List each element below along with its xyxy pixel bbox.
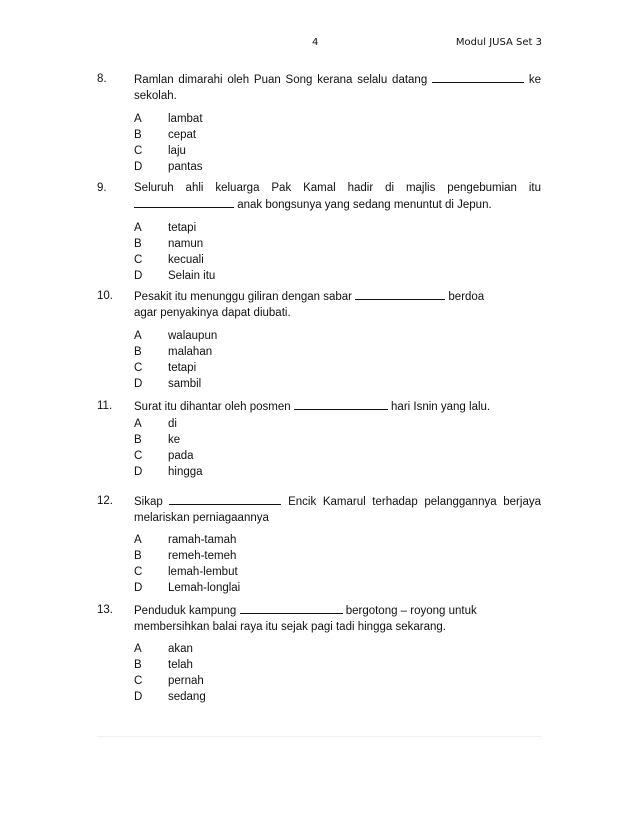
option-letter: C <box>134 566 143 578</box>
option-b[interactable] <box>134 657 541 673</box>
option-letter: A <box>134 330 142 342</box>
option-letter: B <box>134 238 142 250</box>
option-text: sedang <box>168 691 206 703</box>
question-number: 12. <box>97 495 113 507</box>
question-stem <box>134 180 541 213</box>
question-stem <box>134 71 541 104</box>
question-number: 9. <box>97 182 107 194</box>
answer-blank <box>355 288 445 300</box>
option-b[interactable] <box>134 432 541 448</box>
option-text: kecuali <box>168 254 204 266</box>
answer-blank <box>169 493 281 505</box>
stem-after: Encik Kamarul terhadap pelanggannya berjaya melariskan perniagaannya <box>134 496 541 524</box>
question-number: 8. <box>97 73 107 85</box>
question-13 <box>97 602 541 705</box>
answer-blank <box>432 71 524 83</box>
option-c[interactable] <box>134 673 541 689</box>
option-letter: B <box>134 434 142 446</box>
option-c[interactable] <box>134 448 541 464</box>
option-a[interactable] <box>134 416 541 432</box>
option-a[interactable] <box>134 328 541 344</box>
option-b[interactable] <box>134 127 541 143</box>
option-letter: A <box>134 643 142 655</box>
option-text: tetapi <box>168 362 197 374</box>
option-list <box>134 111 541 175</box>
option-letter: D <box>134 378 143 390</box>
option-letter: D <box>134 270 143 282</box>
option-letter: B <box>134 659 142 671</box>
question-stem <box>134 493 541 526</box>
option-c[interactable] <box>134 252 541 268</box>
option-a[interactable] <box>134 641 541 657</box>
option-text: pada <box>168 450 194 462</box>
stem-after: anak bongsunya yang sedang menuntut di Jepun. <box>234 199 492 211</box>
stem-before: Pesakit itu menunggu giliran dengan sabar <box>134 291 356 303</box>
question-9 <box>97 180 541 284</box>
option-letter: D <box>134 691 143 703</box>
option-list <box>134 220 541 284</box>
option-a[interactable] <box>134 111 541 127</box>
option-text: laju <box>168 145 186 157</box>
option-text: cepat <box>168 129 197 141</box>
option-text: tetapi <box>168 222 197 234</box>
option-list <box>134 532 541 596</box>
question-number: 11. <box>97 400 113 412</box>
option-letter: C <box>134 362 143 374</box>
option-list <box>134 641 541 705</box>
page-number: 4 <box>312 37 319 48</box>
option-d[interactable] <box>134 580 541 596</box>
option-text: Selain itu <box>168 270 216 282</box>
answer-blank <box>294 398 388 410</box>
option-a[interactable] <box>134 220 541 236</box>
module-label: Modul JUSA Set 3 <box>455 37 542 48</box>
option-text: di <box>168 418 177 430</box>
stem-before: Penduduk kampung <box>134 605 240 617</box>
stem-after: bergotong – royong untuk membersihkan balai raya itu sejak pagi tadi hingga sekarang. <box>134 605 477 633</box>
option-letter: B <box>134 346 142 358</box>
option-letter: B <box>134 550 142 562</box>
option-letter: D <box>134 582 143 594</box>
option-text: pantas <box>168 161 203 173</box>
question-12 <box>97 493 541 596</box>
question-number: 10. <box>97 290 113 302</box>
option-text: malahan <box>168 346 213 358</box>
option-text: walaupun <box>168 330 218 342</box>
question-number: 13. <box>97 604 113 616</box>
option-a[interactable] <box>134 532 541 548</box>
option-text: remeh-temeh <box>168 550 237 562</box>
stem-before: Seluruh ahli keluarga Pak Kamal hadir di majlis pengebumian itu <box>134 182 541 194</box>
option-b[interactable] <box>134 344 541 360</box>
option-list <box>134 328 541 392</box>
answer-blank <box>240 602 343 614</box>
option-b[interactable] <box>134 548 541 564</box>
answer-blank <box>134 196 234 208</box>
question-11 <box>97 398 541 480</box>
stem-before: Sikap <box>134 496 170 508</box>
option-text: hingga <box>168 466 203 478</box>
option-letter: A <box>134 418 142 430</box>
question-stem <box>134 398 541 415</box>
question-10 <box>97 288 541 392</box>
option-c[interactable] <box>134 564 541 580</box>
option-letter: C <box>134 145 143 157</box>
option-c[interactable] <box>134 143 541 159</box>
option-text: lambat <box>168 113 203 125</box>
question-stem <box>134 602 541 635</box>
option-text: namun <box>168 238 204 250</box>
option-text: lemah-lembut <box>168 566 238 578</box>
option-letter: A <box>134 534 142 546</box>
stem-after: ke sekolah. <box>134 74 542 102</box>
option-text: sambil <box>168 378 202 390</box>
option-d[interactable] <box>134 689 541 705</box>
option-text: Lemah-longlai <box>168 582 241 594</box>
option-text: ke <box>168 434 181 446</box>
option-text: pernah <box>168 675 204 687</box>
option-b[interactable] <box>134 236 541 252</box>
question-8 <box>97 71 541 175</box>
option-d[interactable] <box>134 268 541 284</box>
option-c[interactable] <box>134 360 541 376</box>
option-text: akan <box>168 643 193 655</box>
stem-after: hari Isnin yang lalu. <box>387 401 491 413</box>
option-letter: C <box>134 450 143 462</box>
stem-before: Ramlan dimarahi oleh Puan Song kerana selalu datang <box>134 74 433 86</box>
option-text: ramah-tamah <box>168 534 237 546</box>
footer-divider <box>97 736 541 737</box>
option-d[interactable] <box>134 376 541 392</box>
option-d[interactable] <box>134 159 541 175</box>
option-list <box>134 416 541 480</box>
question-stem <box>134 288 504 321</box>
stem-before: Surat itu dihantar oleh posmen <box>134 401 294 413</box>
option-letter: C <box>134 675 143 687</box>
option-letter: B <box>134 129 142 141</box>
option-letter: C <box>134 254 143 266</box>
option-letter: A <box>134 222 142 234</box>
option-letter: A <box>134 113 142 125</box>
option-d[interactable] <box>134 464 541 480</box>
option-letter: D <box>134 161 143 173</box>
stem-after: berdoa agar penyakinya dapat diubati. <box>134 291 485 319</box>
option-text: telah <box>168 659 193 671</box>
option-letter: D <box>134 466 143 478</box>
